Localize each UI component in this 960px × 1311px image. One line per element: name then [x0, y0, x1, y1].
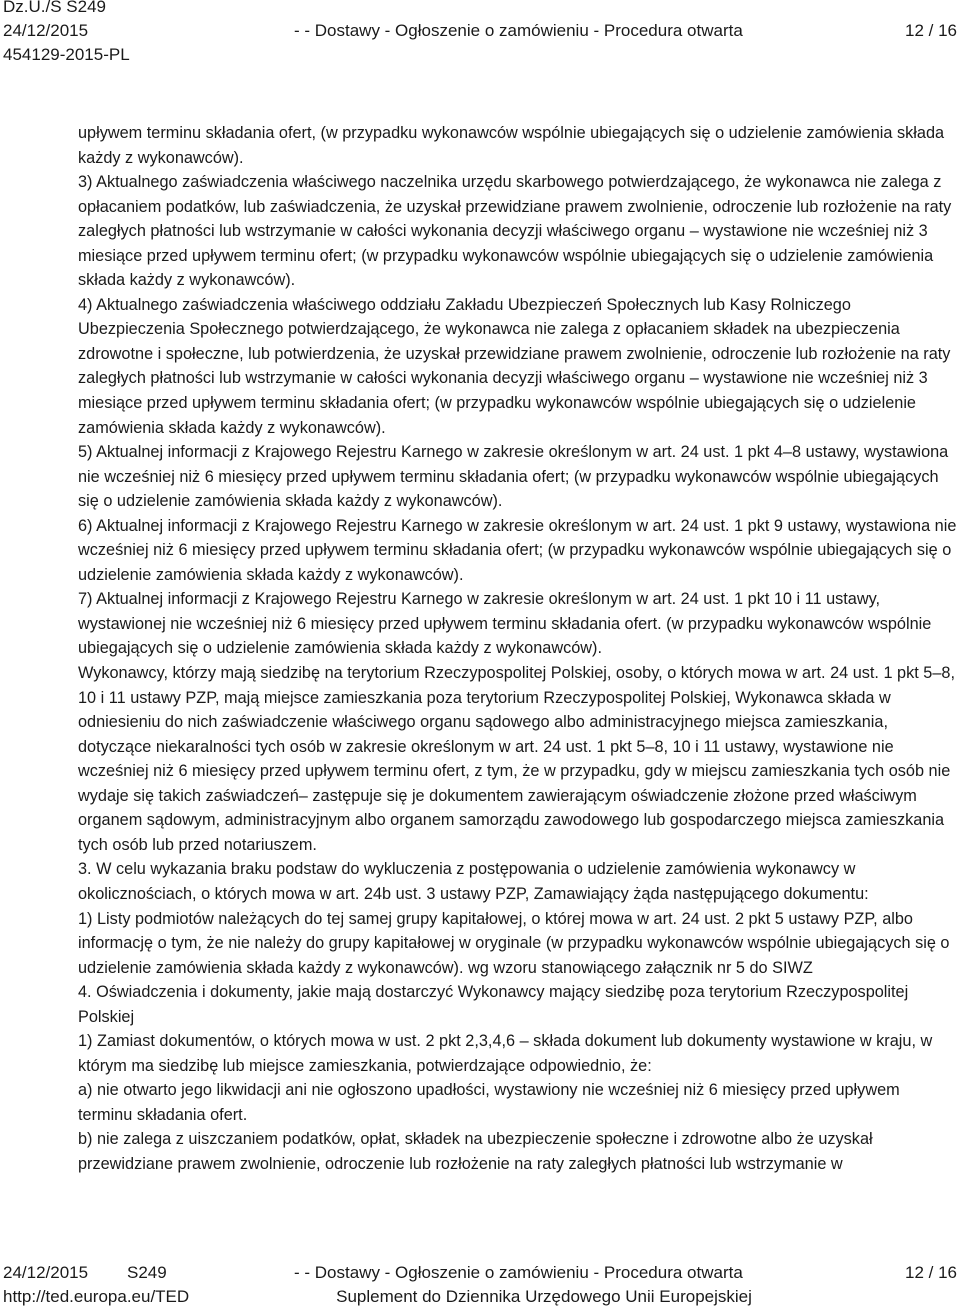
paragraph: 4) Aktualnego zaświadczenia właściwego oddziału Zakładu Ubezpieczeń Społecznych lub Kasy Rolniczego Ubezpieczenia Społecznego potwierdzającego, że wykonawca nie zalega z opłacaniem składek na ubezpieczenia zdrowotne i społeczne, lub potwierdzenia, że uzyskał przewidziane prawem zwolnienie, odroczenie lub rozłożenie na raty zaległych płatności lub wstrzymanie w całości wykonania decyzji właściwego organu – wystawione nie wcześniej niż 3 miesiące przed upływem terminu składania ofert; (w przypadku wykonawców wspólnie ubiegających się o udzielenie zamówienia składa każdy z wykonawców). — [78, 295, 951, 437]
notice-id: 454129-2015-PL — [3, 45, 130, 64]
document-body — [78, 121, 958, 1177]
header-title: - - Dostawy - Ogłoszenie o zamówieniu - Procedura otwarta — [294, 21, 743, 40]
header-page-number: 12 / 16 — [905, 21, 957, 40]
paragraph: 7) Aktualnej informacji z Krajowego Rejestru Karnego w zakresie określonym w art. 24 ust. 1 pkt 10 i 11 ustawy, wystawionej nie wcześniej niż 6 miesięcy przed upływem terminu składania ofert. (w przypadku wykonawców wspólnie ubiegających się o udzielenie zamówienia składa każdy z wykonawców). — [78, 590, 932, 658]
paragraph: b) nie zalega z uiszczaniem podatków, opłat, składek na ubezpieczenie społeczne i zdrowotne albo że uzyskał przewidziane prawem zwolnienie, odroczenie lub rozłożenie na raty zaległych płatności lub wstrzymanie w — [78, 1130, 873, 1173]
footer-page-number: 12 / 16 — [905, 1263, 957, 1282]
header-date: 24/12/2015 — [3, 21, 89, 40]
footer-url-link[interactable]: http://ted.europa.eu/TED — [3, 1287, 190, 1306]
paragraph: 3. W celu wykazania braku podstaw do wykluczenia z postępowania o udzielenie zamówienia wykonawcy w okolicznościach, o których mowa w art. 24b ust. 3 ustawy PZP, Zamawiający żąda następującego dokumentu: — [78, 860, 869, 903]
paragraph: 1) Listy podmiotów należących do tej samej grupy kapitałowej, o której mowa w art. 24 ust. 2 pkt 5 ustawy PZP, albo informację o tym, że nie należy do grupy kapitałowej w oryginale (w przypadku wykonawców wspólnie ubiegających się o udzielenie zamówienia składa każdy z wykonawców). wg wzoru stanowiącego załącznik nr 5 do SIWZ — [78, 909, 950, 977]
paragraph: 5) Aktualnej informacji z Krajowego Rejestru Karnego w zakresie określonym w art. 24 ust. 1 pkt 4–8 ustawy, wystawiona nie wcześniej niż 6 miesięcy przed upływem terminu składania ofert; (w przypadku wykonawców wspólnie ubiegających się o udzielenie zamówienia składa każdy z wykonawców). — [78, 443, 949, 511]
paragraph: 4. Oświadczenia i dokumenty, jakie mają dostarczyć Wykonawcy mający siedzibę poza terytorium Rzeczypospolitej Polskiej — [78, 983, 909, 1026]
journal-reference: Dz.U./S S249 — [3, 0, 106, 16]
footer-publication: Suplement do Dziennika Urzędowego Unii Europejskiej — [336, 1287, 752, 1306]
paragraph: 3) Aktualnego zaświadczenia właściwego naczelnika urzędu skarbowego potwierdzającego, że wykonawca nie zalega z opłacaniem podatków, lub zaświadczenia, że uzyskał przewidziane prawem zwolnienie, odroczenie lub rozłożenie na raty zaległych płatności lub wstrzymanie w całości wykonania decyzji właściwego organu – wystawione nie wcześniej niż 3 miesiące przed upływem terminu ofert; (w przypadku wykonawców wspólnie ubiegających się o udzielenie zamówienia składa każdy z wykonawców). — [78, 173, 952, 290]
footer-journal: S249 — [127, 1263, 167, 1282]
paragraph: Wykonawcy, którzy mają siedzibę na terytorium Rzeczypospolitej Polskiej, osoby, o których mowa w art. 24 ust. 1 pkt 5–8, 10 i 11 ustawy PZP, mają miejsce zamieszkania poza terytorium Rzeczypospolitej Polskiej, Wykonawca składa w odniesieniu do nich zaświadczenie właściwego organu sądowego albo administracyjnego miejsca zamieszkania, dotyczące niekaralności tych osób w zakresie określonym w art. 24 ust. 1 pkt 5–8, 10 i 11 ustawy, wystawione nie wcześniej niż 6 miesięcy przed upływem terminu ofert, z tym, że w przypadku, gdy w miejscu zamieszkania tych osób nie wydaje się takich zaświadczeń– zastępuje się je dokumentem zawierającym oświadczenie złożone przed właściwym organem sądowym, administracyjnym albo organem samorządu zawodowego lub gospodarczego miejsca zamieszkania tych osób lub przed notariuszem. — [78, 664, 955, 854]
paragraph: upływem terminu składania ofert, (w przypadku wykonawców wspólnie ubiegających się o udzielenie zamówienia składa każdy z wykonawców). — [78, 124, 945, 167]
paragraph: 6) Aktualnej informacji z Krajowego Rejestru Karnego w zakresie określonym w art. 24 ust. 1 pkt 9 ustawy, wystawiona nie wcześniej niż 6 miesięcy przed upływem terminu składania ofert; (w przypadku wykonawców wspólnie ubiegających się o udzielenie zamówienia składa każdy z wykonawców). — [78, 516, 957, 584]
paragraph: a) nie otwarto jego likwidacji ani nie ogłoszono upadłości, wystawiony nie wcześniej niż 6 miesięcy przed upływem terminu składania ofert. — [78, 1081, 900, 1124]
footer-title: - - Dostawy - Ogłoszenie o zamówieniu - Procedura otwarta — [294, 1263, 743, 1282]
paragraph: 1) Zamiast dokumentów, o których mowa w ust. 2 pkt 2,3,4,6 – składa dokument lub dokumenty wystawione w kraju, w którym ma siedzibę lub miejsce zamieszkania, potwierdzające odpowiednio, że: — [78, 1032, 933, 1075]
footer-date: 24/12/2015 — [3, 1263, 89, 1282]
